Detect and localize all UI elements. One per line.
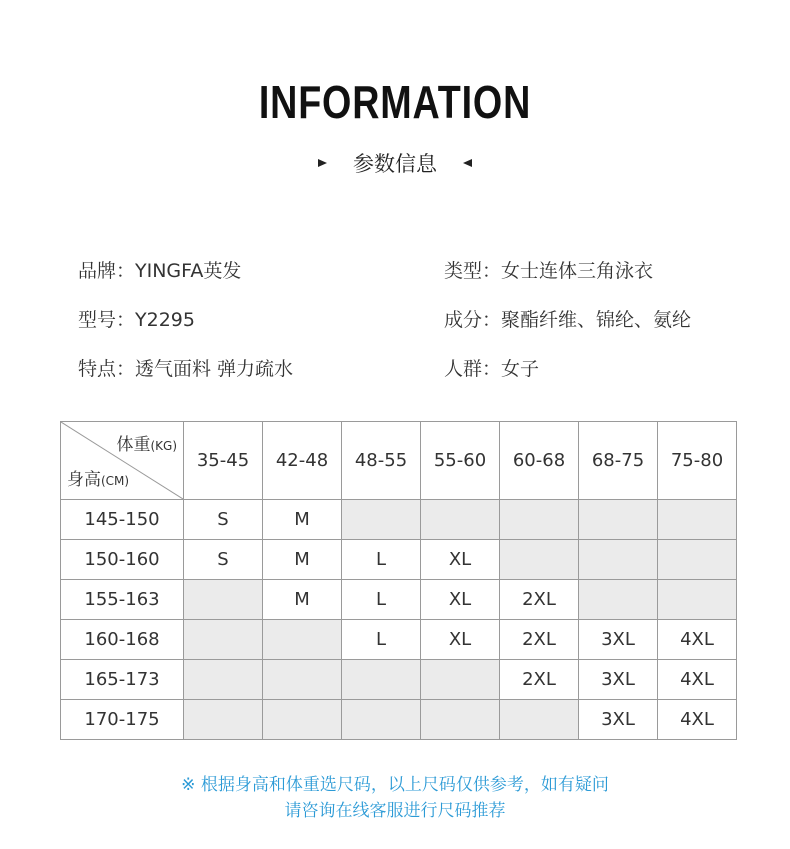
height-range-cell: 150-160 [61, 540, 184, 580]
empty-size-cell [342, 660, 421, 700]
info-brand: 品牌：YINGFA英发 [78, 260, 242, 282]
empty-size-cell [500, 500, 579, 540]
size-chart-table [60, 421, 737, 740]
table-row [61, 620, 737, 660]
height-range-cell: 165-173 [61, 660, 184, 700]
empty-size-cell [658, 580, 737, 620]
weight-column-header: 48-55 [342, 422, 421, 500]
table-row [61, 540, 737, 580]
empty-size-cell [421, 500, 500, 540]
height-range-cell: 160-168 [61, 620, 184, 660]
info-audience: 人群：女子 [444, 358, 540, 380]
size-cell: L [342, 540, 421, 580]
empty-size-cell [421, 660, 500, 700]
empty-size-cell [342, 700, 421, 740]
corner-weight-label: 体重(KG) [116, 435, 177, 455]
table-row [61, 700, 737, 740]
empty-size-cell [500, 700, 579, 740]
size-cell: 2XL [500, 660, 579, 700]
size-cell: XL [421, 580, 500, 620]
empty-size-cell [184, 620, 263, 660]
size-cell: 2XL [500, 580, 579, 620]
size-note-line-1: ※ 根据身高和体重选尺码，以上尺码仅供参考，如有疑问 [181, 775, 609, 795]
empty-size-cell [263, 660, 342, 700]
table-row [61, 580, 737, 620]
empty-size-cell [263, 700, 342, 740]
weight-column-header: 60-68 [500, 422, 579, 500]
info-features: 特点：透气面料 弹力疏水 [78, 358, 294, 380]
size-cell: 4XL [658, 660, 737, 700]
info-category: 类型：女士连体三角泳衣 [444, 260, 654, 282]
size-cell: 2XL [500, 620, 579, 660]
size-cell: L [342, 580, 421, 620]
weight-column-header: 35-45 [184, 422, 263, 500]
size-cell: 3XL [579, 700, 658, 740]
weight-column-header: 42-48 [263, 422, 342, 500]
empty-size-cell [342, 500, 421, 540]
weight-column-header: 68-75 [579, 422, 658, 500]
size-cell: S [184, 500, 263, 540]
table-corner-cell [61, 422, 184, 500]
empty-size-cell [658, 500, 737, 540]
arrow-right-icon [318, 159, 327, 167]
empty-size-cell [184, 580, 263, 620]
size-cell: 3XL [579, 660, 658, 700]
height-range-cell: 170-175 [61, 700, 184, 740]
size-note-line-2: 请咨询在线客服进行尺码推荐 [284, 801, 506, 821]
size-cell: XL [421, 540, 500, 580]
page-subtitle: 参数信息 [353, 152, 437, 176]
empty-size-cell [184, 660, 263, 700]
corner-height-label: 身高(CM) [67, 470, 130, 490]
empty-size-cell [500, 540, 579, 580]
size-cell: S [184, 540, 263, 580]
empty-size-cell [579, 540, 658, 580]
empty-size-cell [184, 700, 263, 740]
size-cell: M [263, 500, 342, 540]
size-cell: L [342, 620, 421, 660]
empty-size-cell [579, 500, 658, 540]
empty-size-cell [421, 700, 500, 740]
empty-size-cell [263, 620, 342, 660]
empty-size-cell [658, 540, 737, 580]
size-cell: 3XL [579, 620, 658, 660]
weight-column-header: 55-60 [421, 422, 500, 500]
size-cell: M [263, 540, 342, 580]
weight-column-header: 75-80 [658, 422, 737, 500]
table-header-row [61, 422, 737, 500]
page-title: INFORMATION [258, 76, 532, 128]
size-cell: XL [421, 620, 500, 660]
empty-size-cell [579, 580, 658, 620]
size-cell: M [263, 580, 342, 620]
size-cell: 4XL [658, 620, 737, 660]
height-range-cell: 145-150 [61, 500, 184, 540]
table-row [61, 500, 737, 540]
table-row [61, 660, 737, 700]
height-range-cell: 155-163 [61, 580, 184, 620]
arrow-left-icon [463, 159, 472, 167]
info-material: 成分：聚酯纤维、锦纶、氨纶 [444, 309, 692, 331]
size-cell: 4XL [658, 700, 737, 740]
info-model: 型号：Y2295 [78, 309, 195, 331]
subtitle-row [0, 147, 790, 179]
